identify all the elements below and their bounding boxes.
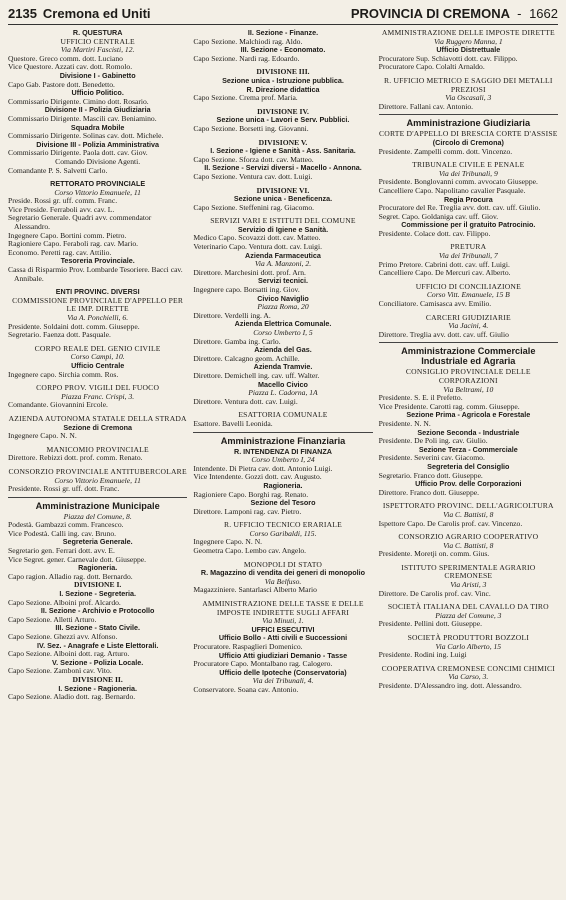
entry: Procuratore Capo. Colalti Arnaldo. — [378, 62, 485, 72]
entry: Comandante. Giovannini Ercole. — [8, 400, 108, 410]
address: Via Minuti, 1. — [262, 616, 304, 626]
subheading: UFFICI ESECUTIVI — [251, 624, 315, 634]
heading: R. QUESTURA — [72, 28, 123, 37]
entry: Direttore. Verdelli ing. A. — [193, 310, 271, 320]
address: Via Martiri Fascisti, 12. — [60, 45, 135, 55]
subheading: Ufficio Bollo - Atti civili e Successioni — [218, 633, 348, 643]
subheading: Segreteria Generale. — [62, 537, 133, 547]
address: Piazza Roma, 20 — [257, 302, 309, 312]
office-title: PRETURA — [450, 242, 487, 252]
entry: Capo Gab. Pastore dott. Benedetto. — [8, 79, 115, 89]
header-right — [351, 6, 558, 21]
division-title: DIVISIONE V. — [258, 137, 308, 147]
section-title: Amministrazione Commerciale Industriale ed Agraria — [379, 342, 558, 366]
entry: Procuratore del Re. Treglia avv. dott. cav. uff. Giulio. — [378, 203, 541, 213]
entry: Ragioniere Capo. Feraboli rag. cav. Mario. — [8, 239, 139, 249]
entry: Direttore. Ventura dott. cav. Luigi. — [193, 396, 298, 406]
subheading: Ufficio Politico. — [71, 88, 124, 98]
division-title: DIVISIONE IV. — [257, 106, 309, 116]
entry: Vice Intendente. Gozzi dott. cav. Augusto. — [193, 472, 322, 482]
page-header — [8, 6, 558, 22]
entry: Commissario Dirigente. Mascili cav. Beniamino. — [8, 113, 157, 123]
subheading: Divisione II - Polizia Giudiziaria — [44, 105, 151, 115]
address: Piazza del Comune, 3 — [435, 610, 502, 620]
office-title: COOPERATIVA CREMONESE CONCIMI CHIMICI — [381, 663, 555, 673]
entry: Presidente. Severini cav. Giacomo. — [378, 453, 485, 463]
entry: Capo Sezione. Nardi rag. Edoardo. — [193, 53, 300, 63]
entry: Commissario Dirigente. Solinas cav. dott. Michele. — [8, 131, 164, 141]
subheading: III. Sezione - Economato. — [240, 45, 326, 55]
subheading: Segreteria del Consiglio — [427, 461, 510, 471]
office-title: CORPO PROV. VIGILI DEL FUOCO — [36, 383, 160, 393]
entry: Presidente. Pellini dott. Giuseppe. — [378, 619, 483, 629]
subheading: I. Sezione - Ragioneria. — [58, 683, 137, 693]
address: Via Aristi, 3 — [450, 580, 487, 590]
subheading: I. Sezione - Igiene e Sanità - Ass. Sanitaria. — [210, 146, 356, 156]
entry: Vice Questore. Azzati cav. dott. Romolo. — [8, 62, 133, 72]
office-title: CONSORZIO PROVINCIALE ANTITUBERCOLARE — [8, 466, 187, 476]
entry: Capo Sezione. Alboini prof. Alcardo. — [8, 597, 121, 607]
entry: Capo Sezione. Ghezzi avv. Alfonso. — [8, 632, 118, 641]
division-title: DIVISIONE I. — [74, 580, 122, 590]
address: Via Belfuso. — [264, 576, 302, 586]
entry: Presidente. De Poli ing. cav. Giulio. — [378, 436, 488, 446]
office-title: SERVIZI VARI E ISTITUTI DEL COMUNE — [210, 216, 356, 226]
entry: Capo Sezione. Borsetti ing. Giovanni. — [193, 123, 309, 133]
entry: Conservatore. Soana cav. Antonio. — [193, 684, 299, 694]
entry: Presidente. Rossi gr. uff. dott. Franc. — [8, 484, 120, 494]
section-title: Amministrazione Finanziaria — [193, 432, 372, 446]
subheading: Ufficio Distrettuale — [436, 45, 501, 55]
entry: Presidente. Bonglovanni comm. avvocato Giuseppe. — [378, 177, 538, 187]
entry: Ragioniere Capo. Borghi rag. Renato. — [193, 489, 309, 499]
entry: Direttore. Calcagno geom. Achille. — [193, 353, 300, 363]
entry: Questore. Greco comm. dott. Luciano — [8, 53, 123, 63]
subheading: Divisione I - Gabinetto — [59, 70, 136, 80]
address: Corso Vittorio Emanuele, 11 — [54, 475, 141, 485]
subheading: Azienda Farmaceutica — [245, 250, 321, 260]
entry: Cancelliere Capo. Napolitano cavalier Pasquale. — [378, 185, 526, 195]
left-running-title: Cremona ed Uniti — [42, 6, 151, 21]
right-running-title: PROVINCIA DI CREMONA — [350, 6, 510, 21]
entry: Ispettore Capo. De Carolis prof. cav. Vincenzo. — [378, 518, 523, 528]
column-1 — [8, 29, 187, 702]
entry: Direttore. Demichell ing. cav. uff. Walter. — [193, 370, 320, 380]
office-title: ISPETTORATO PROVINC. DELL'AGRICOLTURA — [382, 501, 554, 511]
entry: Intendente. Di Pietra cav. dott. Antonio Luigi. — [193, 463, 333, 473]
address: Piazza del Comune, 8. — [63, 511, 132, 521]
address: Piazza L. Cadorna, 1A — [248, 388, 318, 398]
entry: Direttore. Franco dott. Giuseppe. — [378, 487, 480, 497]
subheading: IV. Sez. - Anagrafe e Liste Elettorali. — [37, 640, 159, 650]
entry: Capo Sezione. Alletti Arturo. — [8, 614, 97, 624]
entry: Presidente. Rodini ing. Luigi — [378, 650, 467, 660]
office-title: TRIBUNALE CIVILE E PENALE — [412, 160, 525, 170]
subheading: R. Direzione didattica — [246, 84, 320, 94]
entry: Procuratore Capo. Montalbano rag. Calogero. — [193, 659, 333, 669]
address: Via Beltrami, 10 — [443, 384, 494, 394]
address: Corso Vitt. Emanuele, 15 B — [426, 290, 510, 300]
subheading: Sezione del Tesoro — [250, 498, 316, 508]
subheading: Sezione Seconda - Industriale — [417, 427, 520, 437]
office-title: ISTITUTO SPERIMENTALE AGRARIO CREMONESE — [401, 562, 536, 581]
entry: Capo Sezione. Alboini dott. rag. Arturo. — [8, 649, 130, 659]
entry: Direttore. De Carolis prof. cav. Vinc. — [378, 588, 491, 598]
entry: Cancelliere Capo. De Mercuri cav. Alberto. — [378, 268, 511, 278]
entry: Direttore. Lamponi rag. cav. Pietro. — [193, 506, 302, 516]
entry: Presidente. Moretji on. comm. Gius. — [378, 549, 490, 559]
entry: Direttore. Marchesini dott. prof. Arn. — [193, 267, 306, 277]
entry: Preside. Rossi gr. uff. comm. Franc. — [8, 196, 118, 206]
subheading: Sezione Prima - Agricola e Forestale — [406, 410, 531, 420]
address: Via A. Ponchielli, 6. — [67, 313, 129, 322]
office-title: ESATTORIA COMUNALE — [238, 410, 328, 420]
subheading: Civico Naviglio — [257, 293, 309, 303]
entry: Podestà. Gambazzi comm. Francesco. — [8, 520, 124, 530]
entry: Vice Preside. Ferraboli avv. cav. L. — [8, 204, 115, 214]
address: Via Carlo Alberto, 15 — [435, 641, 502, 651]
office-title: SOCIETÀ PRODUTTORI BOZZOLI — [407, 633, 530, 643]
entry: Presidente. N. N. — [378, 418, 431, 428]
subheading: II. Sezione - Archivio e Protocollo — [40, 606, 155, 616]
entry: Capo Sezione. Steffenini rag. Giacomo. — [193, 202, 315, 212]
address: Via Carso, 3. — [448, 672, 489, 682]
entry: Presidente. Colace dott. cav. Filippo. — [378, 228, 491, 238]
entry: Capo ragion. Alladio rag. dott. Bernardo. — [8, 571, 133, 581]
office-title: CORPO REALE DEL GENIO CIVILE — [34, 343, 161, 353]
subheading: Ufficio delle Ipoteche (Conservatoria) — [219, 667, 347, 677]
entry: Vice Segret. gener. Carnevale dott. Giuseppe. — [8, 554, 147, 564]
office-title: MONOPOLI DI STATO — [243, 559, 323, 569]
subheading: Tesoreria Provinciale. — [60, 256, 135, 266]
columns — [8, 29, 558, 702]
entry: Presidente. Soldaini dott. comm. Giuseppe. — [8, 321, 140, 331]
header-separator: - — [517, 6, 522, 21]
heading: R. INTENDENZA DI FINANZA — [234, 446, 332, 456]
office-title: SOCIETÀ ITALIANA DEL CAVALLO DA TIRO — [387, 602, 549, 612]
subheading: II. Sezione - Finanze. — [247, 28, 319, 37]
subheading: Ufficio Prov. delle Corporazioni — [415, 479, 522, 489]
entry: Economo. Peretti rag. cav. Attilio. — [8, 247, 112, 257]
entry: Capo Sezione. Sforza dott. cav. Matteo. — [193, 154, 314, 164]
header-rule — [8, 24, 558, 25]
entry: Capo Sezione. Zambonì cav. Vito. — [8, 666, 112, 676]
entry: Commissario Dirigente. Cimino dott. Rosario. — [8, 96, 149, 106]
entry: Capo Sezione. Crema prof. Maria. — [193, 93, 298, 103]
entry: Direttore. Fallani cav. Antonio. — [378, 101, 474, 111]
office-title: UFFICIO CENTRALE — [60, 36, 135, 46]
office-title: CORTE D'APPELLO DI BRESCIA CORTE D'ASSISE — [379, 129, 558, 139]
entry: Veterinario Capo. Ventura dott. cav. Luigi. — [193, 242, 322, 252]
left-page-number: 2135 — [8, 6, 37, 21]
entry: Presidente. Zampelli comm. dott. Vincenzo. — [378, 146, 513, 156]
right-page-number: 1662 — [529, 6, 558, 21]
entry: Conciliatore. Camisasca avv. Emilio. — [378, 299, 492, 309]
entry: Segretario. Faenza dott. Pasquale. — [8, 330, 111, 340]
entry: Direttore. Rebizzi dott. prof. comm. Renato. — [8, 453, 143, 463]
subheading: Comando Divisione Agenti. — [55, 156, 141, 166]
office-title: CARCERI GIUDIZIARIE — [425, 312, 511, 322]
subheading: Azienda del Gas. — [254, 345, 312, 355]
address: Via Oscasali, 3 — [445, 93, 492, 103]
entry: Capo Sezione. Malchiodi rag. Aldo. — [193, 36, 303, 46]
address: Via dei Tribunali, 7 — [438, 251, 498, 261]
subheading: I. Sezione - Segreteria. — [59, 589, 137, 599]
entry: Magazziniere. Santarlasci Alberto Mario — [193, 585, 317, 595]
entry: Primo Pretore. Cabrini dott. cav. uff. Luigi. — [378, 259, 510, 269]
office-title: COMMISSIONE PROVINCIALE D'APPELLO PER LE IMP. DIRETTE — [12, 295, 184, 314]
entry: Direttore. Treglia avv. dott. cav. uff. Giulio — [378, 329, 509, 339]
address: Corso Garibaldi, 115. — [249, 528, 317, 538]
entry: Capo Sezione. Aladio dott. rag. Bernardo. — [8, 692, 136, 702]
entry: Ingegnere capo. Borsatti ing. Giov. — [193, 285, 300, 295]
office-title: AMMINISTRAZIONE DELLE TASSE E DELLE IMPOSTE INDIRETTE SUGLI AFFARI — [202, 599, 364, 617]
address: Via dei Tribunali, 9 — [438, 168, 498, 178]
subheading: Ragioneria. — [263, 480, 303, 490]
subheading: Sezione di Cremona — [63, 422, 133, 432]
division-title: DIVISIONE II. — [72, 674, 123, 684]
entry: Segretario Generale. Quadri avv. commendator Alessandro. — [8, 213, 152, 232]
entry: Segretario gen. Ferrari dott. avv. E. — [8, 546, 115, 556]
address: Corso Campi, 10. — [70, 352, 125, 362]
office-title: UFFICIO DI CONCILIAZIONE — [415, 281, 521, 291]
entry: Medico Capo. Scovazzi dott. cav. Matteo. — [193, 233, 321, 243]
subheading: III. Sezione - Stato Civile. — [55, 623, 140, 633]
subheading: Ragioneria. — [78, 563, 118, 573]
address: Piazza Franc. Crispi, 3. — [61, 391, 135, 401]
address: Via Jacini, 4. — [448, 321, 489, 331]
address: Corso Umberto I, 5 — [253, 328, 313, 337]
section-title: Amministrazione Municipale — [8, 497, 187, 511]
subheading: Sezione unica - Lavori e Serv. Pubblici. — [216, 115, 350, 125]
entry: Vice Presidente. Carotti rag. comm. Giuseppe. — [378, 401, 520, 411]
entry: Direttore. Gamba ing. Carlo. — [193, 336, 281, 346]
subheading: (Circolo di Cremona) — [432, 137, 504, 147]
office-title: AZIENDA AUTONOMA STATALE DELLA STRADA — [8, 413, 187, 423]
entry: Ingegnere Capo. N. N. — [193, 537, 263, 547]
address: Via C. Battisti, 8 — [443, 509, 494, 519]
address: Via A. Manzoni, 2. — [254, 259, 312, 269]
office-title: AMMINISTRAZIONE DELLE IMPOSTE DIRETTE — [381, 28, 555, 37]
entry: Procuratore Sup. Schiavotti dott. cav. Filippo. — [378, 53, 518, 63]
office-title: CONSORZIO AGRARIO COOPERATIVO — [398, 532, 539, 542]
subheading: Commissione per il gratuito Patrocinio. — [401, 220, 536, 230]
office-title: CONSIGLIO PROVINCIALE DELLE CORPORAZIONI — [405, 367, 531, 385]
column-2 — [193, 29, 372, 702]
division-title: DIVISIONE VI. — [256, 185, 310, 195]
entry: Presidente. D'Alessandro ing. dott. Alessandro. — [378, 681, 522, 690]
entry: Geometra Capo. Lembo cav. Angelo. — [193, 546, 307, 556]
subheading: Regia Procura — [443, 194, 493, 204]
subheading: Sezione unica - Istruzione pubblica. — [222, 75, 344, 85]
entry: Capo Sezione. Ventura cav. dott. Luigi. — [193, 171, 313, 181]
header-left — [8, 6, 151, 21]
subheading: Servizio di Igiene e Sanità. — [237, 224, 329, 234]
entry: Comandante P. S. Salvetti Carlo. — [8, 165, 108, 175]
entry: Ingegnere Capo. Bortini comm. Pietro. — [8, 230, 127, 240]
office-title: MANICOMIO PROVINCIALE — [46, 444, 149, 454]
address: Corso Umberto I, 24 — [251, 455, 315, 465]
entry: Segretario. Franco dott. Giuseppe. — [378, 470, 483, 480]
entry: Ingegnere capo. Sirchia comm. Ros. — [8, 369, 119, 379]
subheading: Sezione Terza - Commerciale — [418, 444, 518, 454]
subheading: Divisione III - Polizia Amministrativa — [36, 139, 160, 149]
subheading: V. Sezione - Polizia Locale. — [52, 657, 144, 667]
section-title: Amministrazione Giudiziaria — [379, 114, 558, 128]
office-title: R. UFFICIO METRICO E SAGGIO DEI METALLI PREZIOSI — [384, 75, 553, 94]
office-title: R. UFFICIO TECNICO ERARIALE — [224, 520, 342, 530]
address: Via C. Battisti, 8 — [443, 540, 494, 550]
subheading: Sezione unica - Beneficenza. — [233, 194, 333, 204]
heading: ENTI PROVINC. DIVERSI — [55, 287, 140, 297]
subheading: Squadra Mobile — [70, 122, 125, 132]
entry: Procuratore. Raspaglieri Domenico. — [193, 642, 303, 651]
subheading: II. Sezione - Servizi diversi - Macello - Annona. — [204, 163, 362, 173]
address: Via dei Tribunali, 4. — [252, 676, 314, 686]
subheading: R. Magazzino di vendita dei generi di monopolio — [200, 568, 366, 578]
entry: Presidente. S. E. il Prefetto. — [378, 393, 463, 403]
address: Corso Vittorio Emanuele, 11 — [54, 187, 141, 197]
entry: Segret. Capo. Goldaniga cav. uff. Giov. — [378, 211, 499, 221]
entry: Commissario Dirigente. Paola dott. cav. Giov. — [8, 148, 148, 158]
subheading: Macello Civico — [258, 379, 308, 389]
subheading: Servizi tecnici. — [258, 276, 308, 286]
division-title: DIVISIONE III. — [256, 67, 310, 77]
column-3 — [379, 29, 558, 702]
subheading: Ufficio Centrale — [71, 360, 125, 370]
subheading: Azienda Elettrica Comunale. — [234, 319, 332, 329]
entry: Ingegnere Capo. N. N. — [8, 431, 77, 441]
entry: Cassa di Risparmio Prov. Lombarde Tesoriere. Bacci cav. Annibale. — [8, 265, 183, 283]
address: Via Ruggero Manna, 1 — [433, 36, 503, 46]
heading: RETTORATO PROVINCIALE — [50, 179, 146, 189]
entry: Esattore. Bavelli Leonida. — [193, 418, 273, 428]
entry: Vice Podestà. Calli ing. cav. Bruno. — [8, 528, 117, 538]
subheading: Ufficio Atti giudiziari Demanio - Tasse — [218, 650, 348, 660]
subheading: Azienda Tramvie. — [253, 362, 313, 372]
